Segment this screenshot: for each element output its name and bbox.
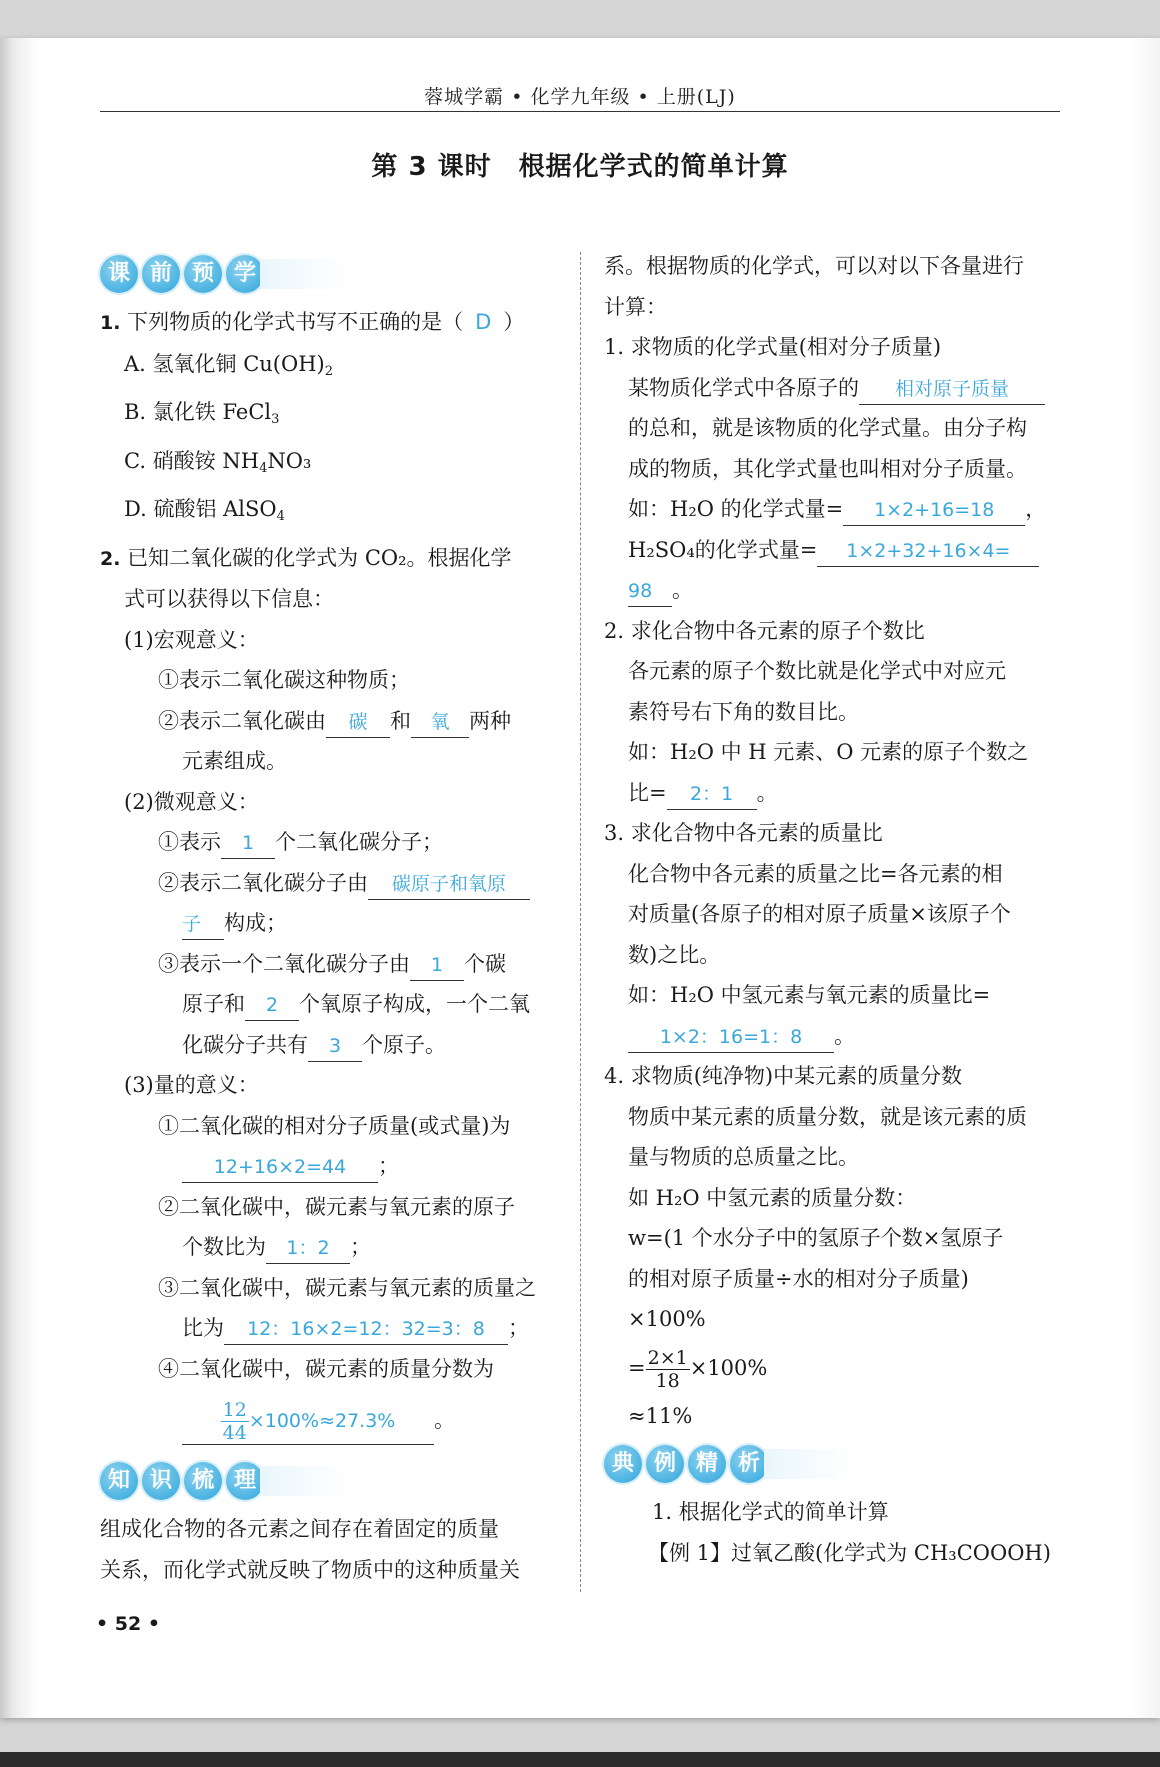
q2-micro-3: ③表示一个二氧化碳分子由 1 个碳 [100,944,558,985]
badge-char: 梳 [184,1462,222,1500]
q2-quant-title: (3)量的意义： [124,1073,259,1097]
answer-blank: 12：16×2=12：32=3：8 [224,1314,508,1345]
section-badge-preview [100,250,558,298]
answer-blank: 1：2 [266,1233,350,1264]
k1-text-1: 某物质化学式中各原子的 相对原子质量 [604,368,1062,409]
page-number: • 52 • [96,1613,160,1635]
badge-char: 精 [688,1445,726,1483]
q2-micro-3-cont2: 化碳分子共有 3 个原子。 [100,1025,558,1066]
k2-example: 如：H₂O 中 H 元素、O 元素的原子个数之 [628,740,1029,764]
lesson-title: 第 3 课时 根据化学式的简单计算 [371,152,789,182]
k4-formula-1: w=(1 个水分子中的氢原子个数×氢原子 [628,1226,1004,1250]
k4-title: 4. 求物质(纯净物)中某元素的质量分数 [604,1064,963,1088]
k4-formula-3: ×100% [628,1307,706,1331]
badge-char: 知 [100,1462,138,1500]
q2-quant-1: ①二氧化碳的相对分子质量(或式量)为 [158,1113,511,1138]
q2-quant-2-cont: 个数比为 1：2 ； [100,1227,558,1268]
answer-blank: 1×2+16=18 [843,495,1025,526]
knowledge-intro-3: 系。根据物质的化学式，可以对以下各量进行 [604,254,1024,278]
k3-example: 如：H₂O 中氢元素与氧元素的质量比= [628,983,991,1007]
badge-tail [260,1466,350,1496]
left-column [100,248,558,1590]
k2-title: 2. 求化合物中各元素的原子个数比 [604,618,925,643]
q2-quant-2: ②二氧化碳中，碳元素与氧元素的原子 [158,1194,515,1219]
k2-text-1: 各元素的原子个数比就是化学式中对应元 [628,659,1006,683]
badge-char: 析 [730,1445,768,1483]
k2-text-2: 素符号右下角的数目比。 [628,699,859,724]
badge-char: 典 [604,1445,642,1483]
answer-blank: 1×2：16=1：8 [628,1022,834,1053]
q2-quant-4: ④二氧化碳中，碳元素的质量分数为 [158,1356,494,1381]
answer-blank: 1 [221,828,275,859]
section-badge-examples [604,1440,1062,1488]
q2-quant-3: ③二氧化碳中，碳元素与氧元素的质量之 [158,1275,536,1300]
k1-text-3: 成的物质，其化学式量也叫相对分子质量。 [628,456,1027,481]
badge-char: 学 [226,255,264,293]
answer-blank: 98 [628,576,672,607]
q1-option-d: D. 硫酸铝 AlSO$_4$ [124,497,285,524]
q2-macro-2: ②表示二氧化碳由 碳 和 氧 两种 [100,701,558,742]
q2-micro-2: ②表示二氧化碳分子由 碳原子和氧原 [100,863,558,904]
k4-formula-2: 的相对原子质量÷水的相对分子质量) [628,1266,969,1291]
k3-text-2: 对质量(各原子的相对原子质量×该原子个 [628,902,1011,926]
k4-example: 如 H₂O 中氢元素的质量分数： [628,1185,917,1210]
answer-fraction: $\frac{12}{44}$ [222,1399,247,1444]
k1-text-2: 的总和，就是该物质的化学式量。由分子构 [628,416,1027,440]
knowledge-intro-2: 关系，而化学式就反映了物质中的这种质量关 [100,1557,520,1582]
answer-blank: 1×2+32+16×4= [817,536,1039,567]
q1-option-c: C. 硝酸铵 $NH_4NO_3$ [124,448,312,476]
k3-title: 3. 求化合物中各元素的质量比 [604,821,883,845]
q2-quant-3-cont: 比为 12：16×2=12：32=3：8 ； [100,1308,558,1349]
q2-macro-2-cont: 元素组成。 [182,749,287,773]
k1-title: 1. 求物质的化学式量(相对分子质量) [604,335,942,359]
q2-micro-1: ①表示 1 个二氧化碳分子； [100,822,558,863]
q2-macro-title: (1)宏观意义： [124,627,259,652]
column-divider [580,252,581,1592]
q2-macro-1: ①表示二氧化碳这种物质； [158,668,410,692]
k1-example-2-cont: 98 。 [604,570,1062,611]
k3-example-cont: 1×2：16=1：8 。 [604,1016,1062,1057]
q2-micro-title: (2)微观意义： [124,789,259,814]
q1-option-a: A. 氢氧化铜 $Cu(OH)_2$ [124,351,334,379]
k4-formula-4: = $\frac{2\times 1}{18}$ ×100% [628,1346,768,1392]
knowledge-intro-4: 计算： [604,294,667,319]
badge-char: 例 [646,1445,684,1483]
k3-text-3: 数)之比。 [628,942,721,967]
q1-answer: D [475,310,492,334]
badge-char: 预 [184,255,222,293]
examples-subtitle: 1. 根据化学式的简单计算 [652,1500,889,1524]
answer-blank: 碳原子和氧原 [368,869,530,900]
example-1: 【例 1】过氧乙酸(化学式为 CH₃COOOH) [648,1540,1051,1565]
answer-blank: 相对原子质量 [859,374,1045,405]
answer-blank: 1 [410,950,464,981]
answer-blank: $\frac{12}{44}$ ×100%≈27.3% [182,1397,434,1445]
k4-text-2: 量与物质的总质量之比。 [628,1145,859,1169]
q2-stem-cont: 式可以获得以下信息： [124,587,334,611]
k4-text-1: 物质中某元素的质量分数，就是该元素的质 [628,1104,1027,1129]
viewer-bottom-bar [0,1752,1160,1767]
q2-stem: 2. 已知二氧化碳的化学式为 CO₂。根据化学 [100,545,512,570]
right-column [604,246,1062,1573]
k3-text-1: 化合物中各元素的质量之比=各元素的相 [628,861,1003,886]
q1-stem: 1. 下列物质的化学式书写不正确的是（ D ） [100,310,525,334]
k2-example-cont: 比= 2：1 。 [604,773,1062,814]
k1-example-2: H₂SO₄的化学式量= 1×2+32+16×4= [604,530,1062,571]
k1-example-1: 如：H₂O 的化学式量= 1×2+16=18 ， [604,489,1062,530]
badge-char: 识 [142,1462,180,1500]
answer-blank: 子 [182,909,224,940]
badge-char: 课 [100,255,138,293]
q2-micro-3-cont: 原子和 2 个氧原子构成，一个二氧 [100,984,558,1025]
formula-fraction: $\frac{2\times 1}{18}$ [647,1346,688,1392]
q1-option-b: B. 氯化铁 FeCl$_3$ [124,400,280,427]
header-rule [100,111,1060,112]
answer-blank: 氧 [411,707,469,738]
answer-blank: 12+16×2=44 [182,1152,378,1183]
badge-tail [764,1449,854,1479]
answer-blank: 碳 [326,707,390,738]
badge-char: 理 [226,1462,264,1500]
q2-quant-4-cont: $\frac{12}{44}$ ×100%≈27.3% 。 [100,1389,558,1451]
badge-tail [260,259,350,289]
knowledge-intro-1: 组成化合物的各元素之间存在着固定的质量 [100,1517,499,1541]
q2-micro-2-cont: 子 构成； [100,903,558,944]
section-badge-knowledge [100,1457,558,1505]
k4-formula-5: ≈11% [628,1403,693,1428]
running-header: 蓉城学霸 • 化学九年级 • 上册(LJ) [424,86,736,108]
answer-blank: 2：1 [667,779,757,810]
badge-char: 前 [142,255,180,293]
q2-quant-1-cont: 12+16×2=44 ； [100,1146,558,1187]
answer-blank: 3 [308,1031,362,1062]
answer-blank: 2 [245,990,299,1021]
